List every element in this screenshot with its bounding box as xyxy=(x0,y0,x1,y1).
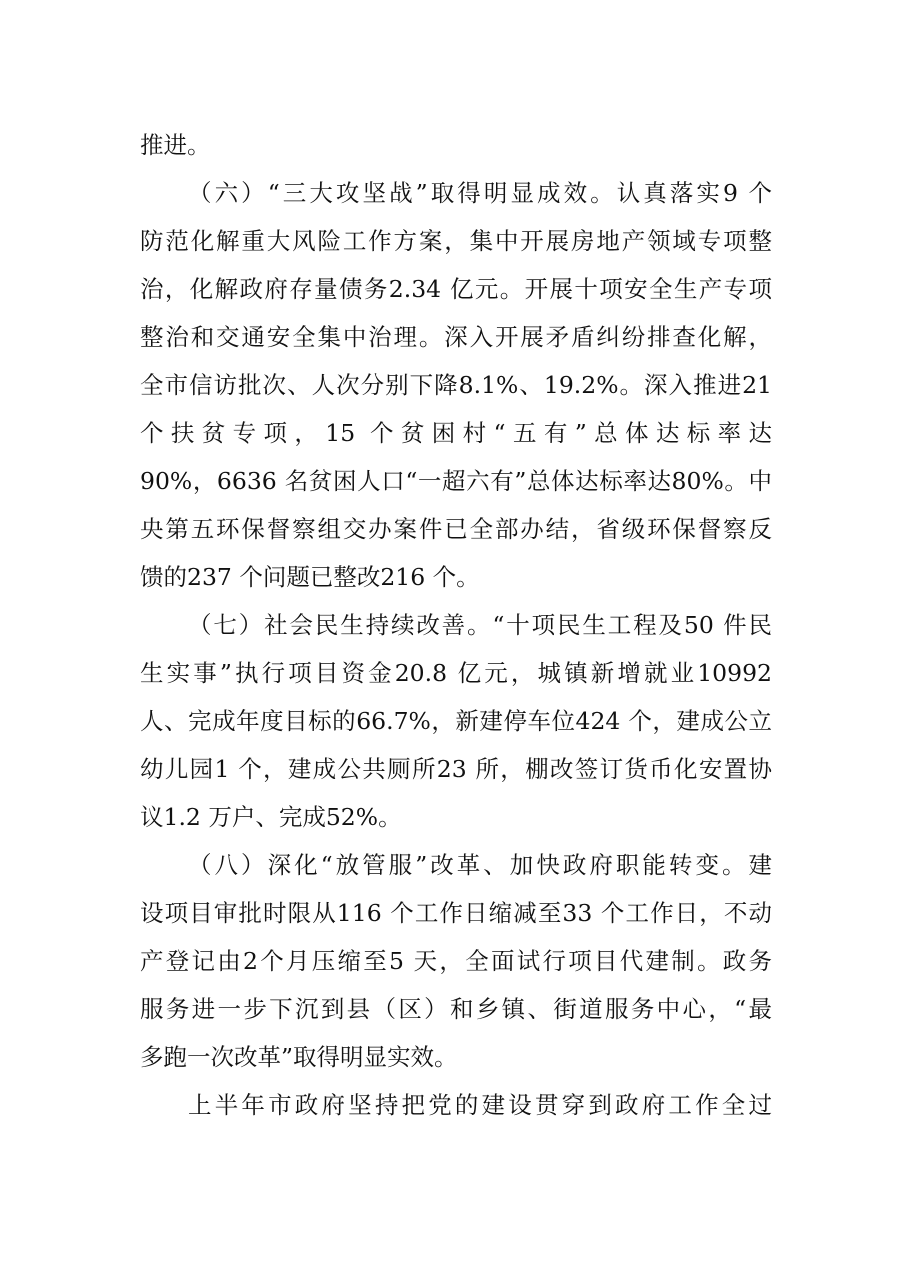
text-line-15: 议1.2 万户、完成52%。 xyxy=(140,803,402,831)
text-line-19: 服务进一步下沉到县（区）和乡镇、街道服务中心，“最 xyxy=(140,995,772,1023)
text-line-17: 设项目审批时限从116 个工作日缩减至33 个工作日，不动 xyxy=(140,899,772,927)
text-line-1: 推进。 xyxy=(140,131,211,159)
text-line-5: 整治和交通安全集中治理。深入开展矛盾纠纷排查化解， xyxy=(140,323,772,351)
text-line-6: 全市信访批次、人次分别下降8.1%、19.2%。深入推进21 xyxy=(140,371,772,399)
text-line-2: （六）“三大攻坚战”取得明显成效。认真落实9 个 xyxy=(188,179,772,207)
text-line-7: 个扶贫专项，15 个贫困村“五有”总体达标率达 xyxy=(140,419,772,447)
text-line-4: 治，化解政府存量债务2.34 亿元。开展十项安全生产专项 xyxy=(140,275,772,303)
text-line-3: 防范化解重大风险工作方案，集中开展房地产领域专项整 xyxy=(140,227,772,255)
text-line-10: 馈的237 个问题已整改216 个。 xyxy=(140,563,480,591)
text-line-12: 生实事”执行项目资金20.8 亿元，城镇新增就业10992 xyxy=(140,659,772,687)
text-line-11: （七）社会民生持续改善。“十项民生工程及50 件民 xyxy=(188,611,772,639)
text-line-20: 多跑一次改革”取得明显实效。 xyxy=(140,1043,458,1071)
text-line-14: 幼儿园1 个，建成公共厕所23 所，棚改签订货币化安置协 xyxy=(140,755,772,783)
text-line-21: 上半年市政府坚持把党的建设贯穿到政府工作全过 xyxy=(188,1091,772,1119)
text-line-16: （八）深化“放管服”改革、加快政府职能转变。建 xyxy=(188,851,772,879)
text-line-9: 央第五环保督察组交办案件已全部办结，省级环保督察反 xyxy=(140,515,772,543)
text-line-13: 人、完成年度目标的66.7%，新建停车位424 个，建成公立 xyxy=(140,707,772,735)
text-line-18: 产登记由2个月压缩至5 天，全面试行项目代建制。政务 xyxy=(140,947,772,975)
text-line-8: 90%，6636 名贫困人口“一超六有”总体达标率达80%。中 xyxy=(140,467,772,495)
